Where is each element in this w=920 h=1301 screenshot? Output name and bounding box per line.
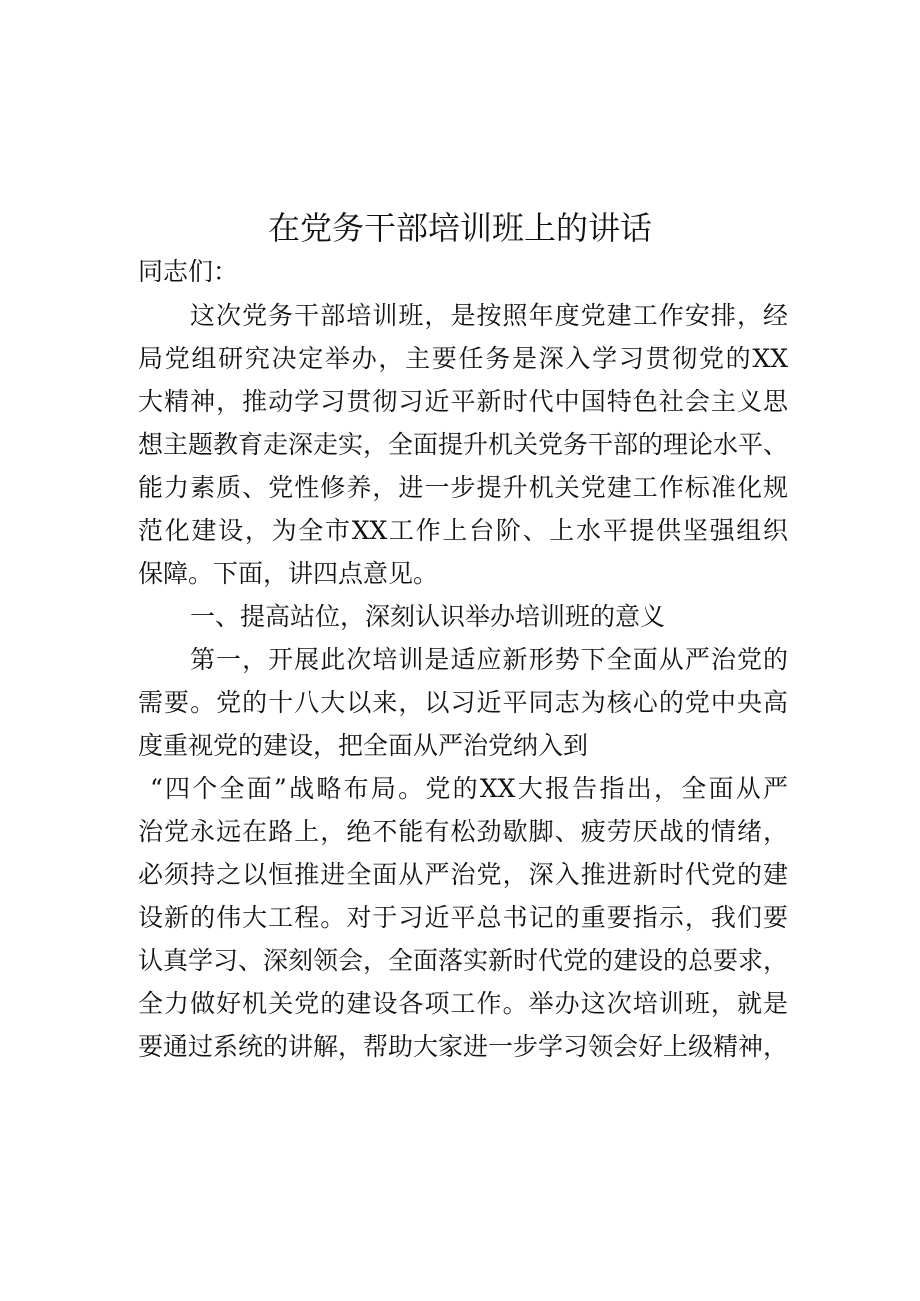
paragraph-1-line-1: 这次党务干部培训班，是按照年度党建工作安排，经 — [190, 301, 788, 330]
paragraph-1-line-5: 能力素质、党性修养，进一步提升机关党建工作标准化规 — [138, 473, 788, 502]
document-title: 在党务干部培训班上的讲话 — [267, 209, 652, 247]
paragraph-1-line-4: 想主题教育走深走实，全面提升机关党务干部的理论水平、 — [138, 430, 789, 459]
paragraph-1-line-7: 保障。下面，讲四点意见。 — [138, 559, 439, 588]
paragraph-1-line-2: 局党组研究决定举办，主要任务是深入学习贯彻党的XX — [138, 344, 788, 373]
paragraph-2-line-6: 必须持之以恒推进全面从严治党，深入推进新时代党的建 — [138, 860, 788, 889]
paragraph-2-line-7: 设新的伟大工程。对于习近平总书记的重要指示，我们要 — [138, 903, 788, 932]
paragraph-2-line-10: 要通过系统的讲解，帮助大家进一步学习领会好上级精神， — [138, 1032, 789, 1061]
paragraph-1-line-6: 范化建设，为全市XX工作上台阶、上水平提供坚强组织 — [138, 516, 788, 545]
paragraph-2-line-5: 治党永远在路上，绝不能有松劲歇脚、疲劳厌战的情绪， — [138, 817, 788, 846]
paragraph-2-line-4: “四个全面”战略布局。党的XX大报告指出，全面从严 — [150, 774, 788, 803]
paragraph-2-line-9: 全力做好机关党的建设各项工作。举办这次培训班，就是 — [138, 989, 788, 1018]
salutation: 同志们： — [138, 257, 239, 286]
paragraph-1-line-3: 大精神，推动学习贯彻习近平新时代中国特色社会主义思 — [138, 387, 788, 416]
paragraph-2-line-8: 认真学习、深刻领会，全面落实新时代党的建设的总要求， — [138, 946, 789, 975]
paragraph-2-line-1: 第一，开展此次培训是适应新形势下全面从严治党的 — [190, 645, 788, 674]
paragraph-2-line-3: 度重视党的建设，把全面从严治党纳入到 — [138, 731, 589, 760]
paragraph-2-line-2: 需要。党的十八大以来，以习近平同志为核心的党中央高 — [138, 688, 788, 717]
section-heading-1: 一、提高站位，深刻认识举办培训班的意义 — [190, 602, 666, 631]
